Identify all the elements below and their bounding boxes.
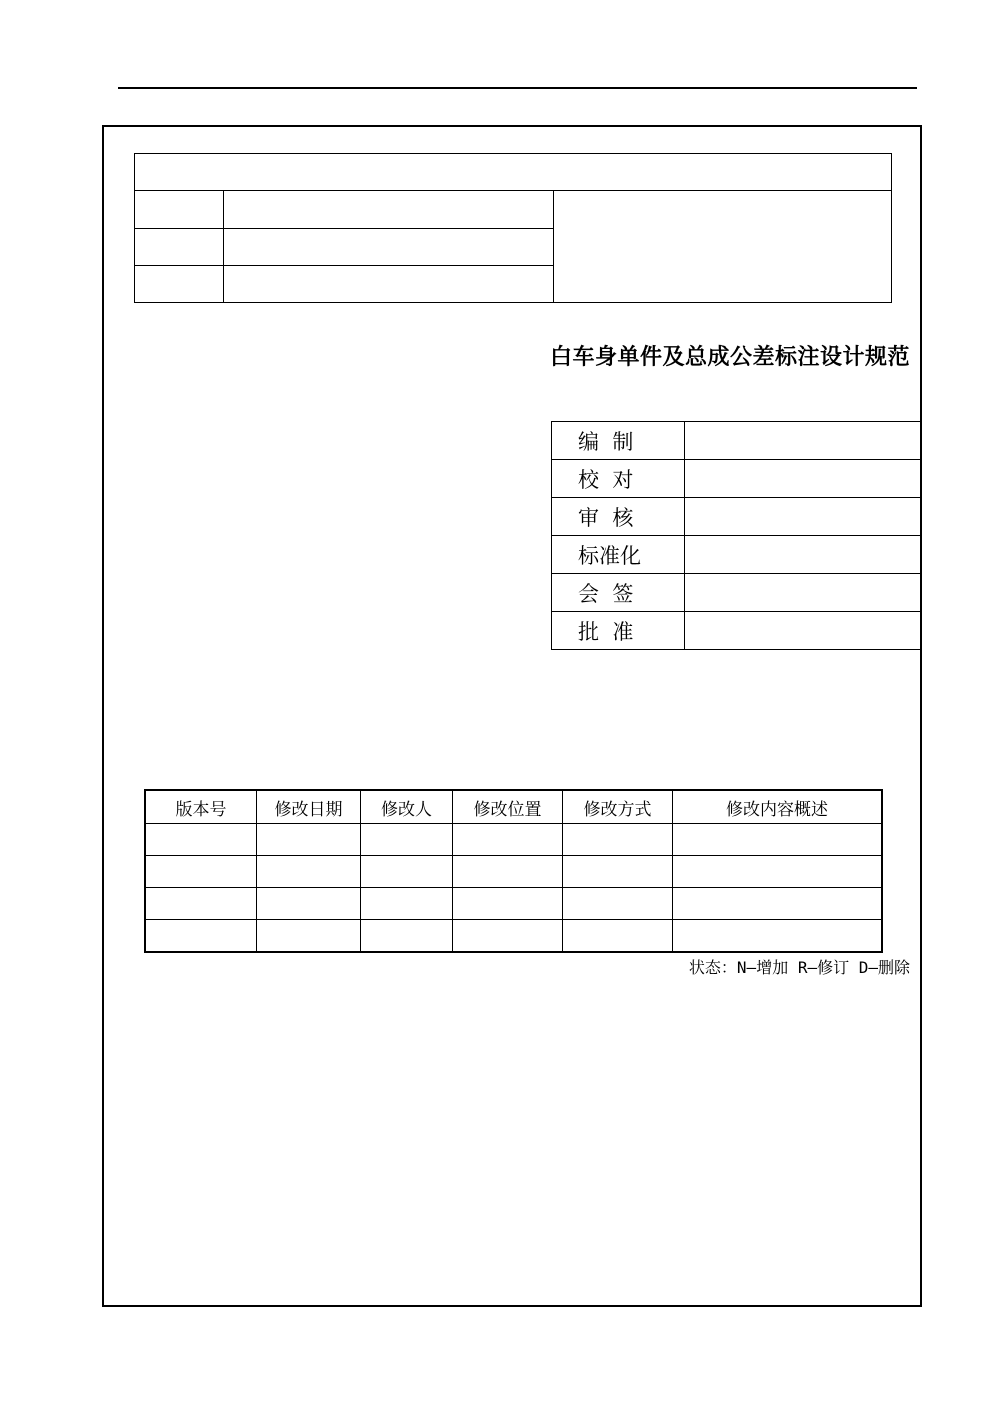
table-cell xyxy=(453,920,563,953)
info-value-cell xyxy=(224,266,554,303)
table-cell xyxy=(257,888,361,920)
signoff-row xyxy=(552,498,921,536)
info-value-cell xyxy=(224,191,554,229)
table-row xyxy=(145,824,882,856)
table-cell xyxy=(453,856,563,888)
table-cell xyxy=(361,824,453,856)
table-cell xyxy=(673,856,883,888)
signoff-label-prepared: 编 制 xyxy=(552,422,685,460)
signoff-value xyxy=(685,422,921,460)
table-cell xyxy=(453,824,563,856)
signoff-label-checked: 校 对 xyxy=(552,460,685,498)
table-cell xyxy=(563,888,673,920)
table-cell xyxy=(563,920,673,953)
info-value-cell xyxy=(224,229,554,266)
table-cell xyxy=(673,920,883,953)
signoff-row xyxy=(552,574,921,612)
table-cell xyxy=(361,920,453,953)
column-header-date: 修改日期 xyxy=(257,790,361,824)
column-header-modifier: 修改人 xyxy=(361,790,453,824)
info-label-cell xyxy=(135,229,224,266)
revision-table xyxy=(144,789,883,953)
revision-header-row xyxy=(145,790,882,824)
signoff-label-approved: 批 准 xyxy=(552,612,685,650)
table-cell xyxy=(145,920,257,953)
signoff-label-standardization: 标准化 xyxy=(552,536,685,574)
table-cell xyxy=(145,888,257,920)
document-info-table xyxy=(134,153,892,303)
signoff-label-reviewed: 审 核 xyxy=(552,498,685,536)
signoff-value xyxy=(685,612,921,650)
table-cell xyxy=(257,920,361,953)
status-legend: 状态：N—增加 R—修订 D—删除 xyxy=(688,958,910,977)
table-cell xyxy=(453,888,563,920)
table-row xyxy=(145,888,882,920)
signoff-value xyxy=(685,574,921,612)
table-row xyxy=(145,920,882,953)
table-cell xyxy=(563,856,673,888)
table-cell xyxy=(361,856,453,888)
info-label-cell xyxy=(135,266,224,303)
table-cell xyxy=(145,824,257,856)
column-header-version: 版本号 xyxy=(145,790,257,824)
table-cell xyxy=(361,888,453,920)
column-header-method: 修改方式 xyxy=(563,790,673,824)
signoff-value xyxy=(685,460,921,498)
table-cell xyxy=(257,856,361,888)
signoff-row xyxy=(552,460,921,498)
signoff-row xyxy=(552,536,921,574)
info-header-cell xyxy=(135,154,892,191)
table-cell xyxy=(145,856,257,888)
signoff-value xyxy=(685,536,921,574)
column-header-location: 修改位置 xyxy=(453,790,563,824)
table-cell xyxy=(563,824,673,856)
info-label-cell xyxy=(135,191,224,229)
document-title: 白车身单件及总成公差标注设计规范 xyxy=(549,345,910,370)
header-rule xyxy=(118,87,917,89)
column-header-summary: 修改内容概述 xyxy=(673,790,883,824)
table-cell xyxy=(673,824,883,856)
info-merged-cell xyxy=(554,191,892,303)
table-cell xyxy=(257,824,361,856)
signoff-label-countersign: 会 签 xyxy=(552,574,685,612)
table-row xyxy=(145,856,882,888)
signoff-value xyxy=(685,498,921,536)
signoff-table xyxy=(551,421,921,650)
signoff-row xyxy=(552,612,921,650)
signoff-row xyxy=(552,422,921,460)
table-cell xyxy=(673,888,883,920)
